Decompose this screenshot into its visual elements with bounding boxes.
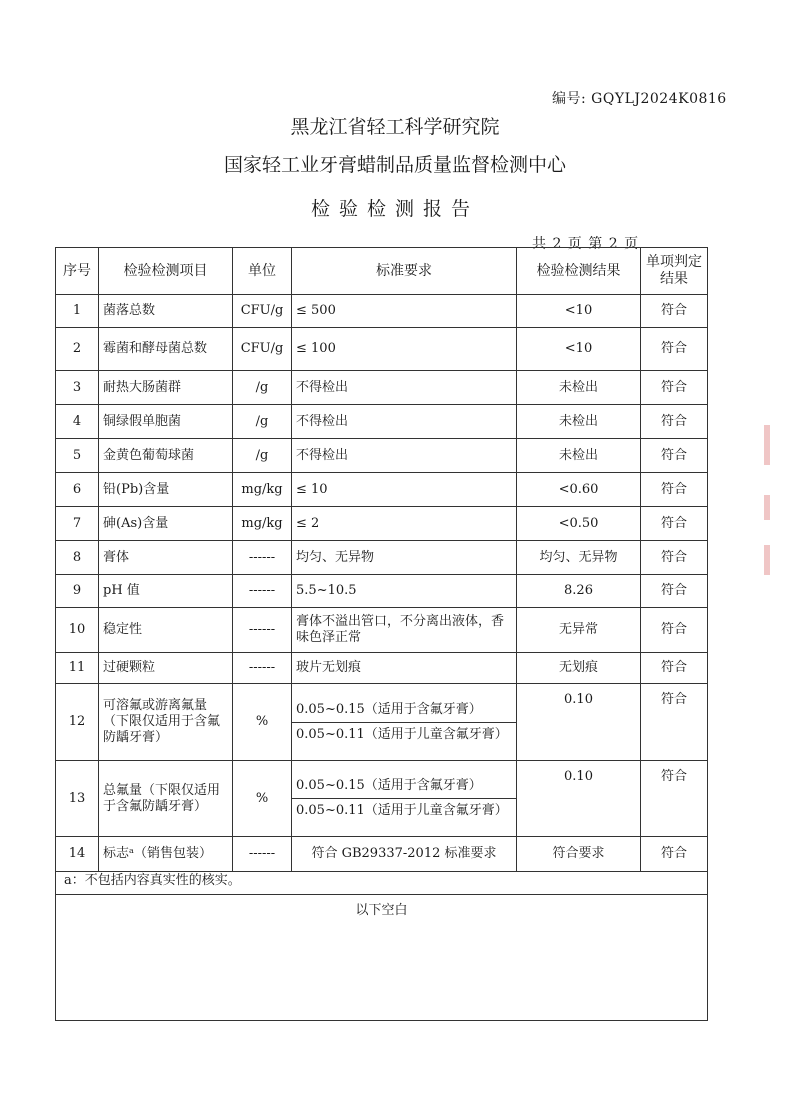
footnote: a：不包括内容真实性的核实。 (56, 868, 707, 895)
row-result: 未检出 (517, 439, 641, 473)
row-unit: CFU/g (233, 295, 292, 328)
table-row (56, 575, 708, 608)
row-item: 膏体 (99, 541, 233, 575)
table-row (56, 507, 708, 541)
row-result: 无划痕 (517, 653, 641, 684)
table-row (56, 541, 708, 575)
row-item: 铜绿假单胞菌 (99, 405, 233, 439)
footer-box (55, 868, 708, 1021)
row-judgement: 符合 (641, 608, 708, 653)
table-row (56, 439, 708, 473)
row-requirement: 玻片无划痕 (292, 653, 517, 684)
row-requirement: 膏体不溢出管口，不分离出液体，香味色泽正常 (292, 608, 517, 653)
requirement-option: 0.05~0.15（适用于含氟牙膏） (296, 701, 482, 717)
row-requirement: 不得检出 (292, 439, 517, 473)
row-requirement (292, 684, 517, 761)
requirement-option: 0.05~0.11（适用于儿童含氟牙膏） (292, 722, 516, 747)
row-seq: 3 (56, 371, 99, 405)
org-name: 黑龙江省轻工科学研究院 (290, 116, 500, 138)
row-result: 0.10 (517, 761, 641, 837)
row-requirement: ≤ 100 (292, 328, 517, 371)
row-item: 金黄色葡萄球菌 (99, 439, 233, 473)
row-judgement: 符合 (641, 328, 708, 371)
header-judgement: 单项判定结果 (641, 248, 708, 295)
requirement-subtable (292, 774, 516, 823)
row-requirement (292, 761, 517, 837)
table-row (56, 328, 708, 371)
row-requirement: ≤ 2 (292, 507, 517, 541)
row-seq: 1 (56, 295, 99, 328)
row-result: <0.60 (517, 473, 641, 507)
row-result: <10 (517, 295, 641, 328)
row-result: 符合要求 (517, 837, 641, 872)
row-judgement: 符合 (641, 507, 708, 541)
row-judgement: 符合 (641, 761, 708, 837)
row-unit: /g (233, 439, 292, 473)
row-requirement: ≤ 10 (292, 473, 517, 507)
row-requirement: 均匀、无异物 (292, 541, 517, 575)
blank-note: 以下空白 (355, 903, 408, 918)
row-unit: ------ (233, 608, 292, 653)
inspection-table (55, 247, 708, 872)
row-result: 0.10 (517, 684, 641, 761)
row-seq: 11 (56, 653, 99, 684)
row-unit: CFU/g (233, 328, 292, 371)
row-item: 稳定性 (99, 608, 233, 653)
row-judgement: 符合 (641, 653, 708, 684)
requirement-option: 0.05~0.15（适用于含氟牙膏） (296, 778, 482, 793)
table-row (56, 405, 708, 439)
page-info: 共 2 页 第 2 页 (532, 236, 640, 252)
row-result: 8.26 (517, 575, 641, 608)
seal-mark (764, 495, 770, 520)
table-row (56, 653, 708, 684)
table-row-12 (56, 684, 708, 761)
header-requirement: 标准要求 (292, 248, 517, 295)
row-result: 未检出 (517, 405, 641, 439)
seal-mark (764, 545, 770, 575)
row-judgement: 符合 (641, 837, 708, 872)
row-requirement: 不得检出 (292, 371, 517, 405)
row-unit: /g (233, 405, 292, 439)
row-judgement: 符合 (641, 371, 708, 405)
table-row (56, 473, 708, 507)
table-row (56, 371, 708, 405)
report-title: 检验检测报告 (310, 198, 479, 220)
table-row (56, 608, 708, 653)
row-unit: ------ (233, 653, 292, 684)
center-name: 国家轻工业牙膏蜡制品质量监督检测中心 (223, 154, 566, 176)
requirement-subtable (292, 698, 516, 747)
row-seq: 9 (56, 575, 99, 608)
row-item: pH 值 (99, 575, 233, 608)
row-unit: ------ (233, 541, 292, 575)
row-item: 总氟量（下限仅适用于含氟防龋牙膏） (99, 761, 233, 837)
header-item: 检验检测项目 (99, 248, 233, 295)
row-seq: 7 (56, 507, 99, 541)
header-result: 检验检测结果 (517, 248, 641, 295)
row-judgement: 符合 (641, 405, 708, 439)
row-result: 均匀、无异物 (517, 541, 641, 575)
row-unit: % (233, 761, 292, 837)
row-judgement: 符合 (641, 575, 708, 608)
row-seq: 10 (56, 608, 99, 653)
row-seq: 12 (56, 684, 99, 761)
row-item: 砷(As)含量 (99, 507, 233, 541)
table-header-row (56, 248, 708, 295)
row-item: 铅(Pb)含量 (99, 473, 233, 507)
row-requirement: 符合 GB29337-2012 标准要求 (292, 837, 517, 872)
row-judgement: 符合 (641, 439, 708, 473)
row-item: 可溶氟或游离氟量（下限仅适用于含氟防龋牙膏） (99, 684, 233, 761)
row-item: 标志ᵃ（销售包装） (99, 837, 233, 872)
row-seq: 8 (56, 541, 99, 575)
row-result: 无异常 (517, 608, 641, 653)
table-row-13 (56, 761, 708, 837)
row-requirement: 不得检出 (292, 405, 517, 439)
row-unit: ------ (233, 837, 292, 872)
row-seq: 4 (56, 405, 99, 439)
seal-mark (764, 425, 770, 465)
row-unit: ------ (233, 575, 292, 608)
row-unit: % (233, 684, 292, 761)
table-row-14 (56, 837, 708, 872)
requirement-option: 0.05~0.11（适用于儿童含氟牙膏） (292, 799, 516, 824)
row-item: 耐热大肠菌群 (99, 371, 233, 405)
row-item: 过硬颗粒 (99, 653, 233, 684)
row-judgement: 符合 (641, 473, 708, 507)
row-requirement: 5.5~10.5 (292, 575, 517, 608)
row-seq: 13 (56, 761, 99, 837)
report-number: 编号: GQYLJ2024K0816 (552, 91, 727, 107)
row-seq: 5 (56, 439, 99, 473)
row-unit: mg/kg (233, 473, 292, 507)
row-result: 未检出 (517, 371, 641, 405)
row-item: 菌落总数 (99, 295, 233, 328)
table-row (56, 295, 708, 328)
row-result: <0.50 (517, 507, 641, 541)
row-result: <10 (517, 328, 641, 371)
row-seq: 14 (56, 837, 99, 872)
row-judgement: 符合 (641, 684, 708, 761)
row-seq: 6 (56, 473, 99, 507)
row-requirement: ≤ 500 (292, 295, 517, 328)
row-unit: /g (233, 371, 292, 405)
row-item: 霉菌和酵母菌总数 (99, 328, 233, 371)
row-judgement: 符合 (641, 295, 708, 328)
row-unit: mg/kg (233, 507, 292, 541)
header-unit: 单位 (233, 248, 292, 295)
row-judgement: 符合 (641, 541, 708, 575)
header-seq: 序号 (56, 248, 99, 295)
row-seq: 2 (56, 328, 99, 371)
